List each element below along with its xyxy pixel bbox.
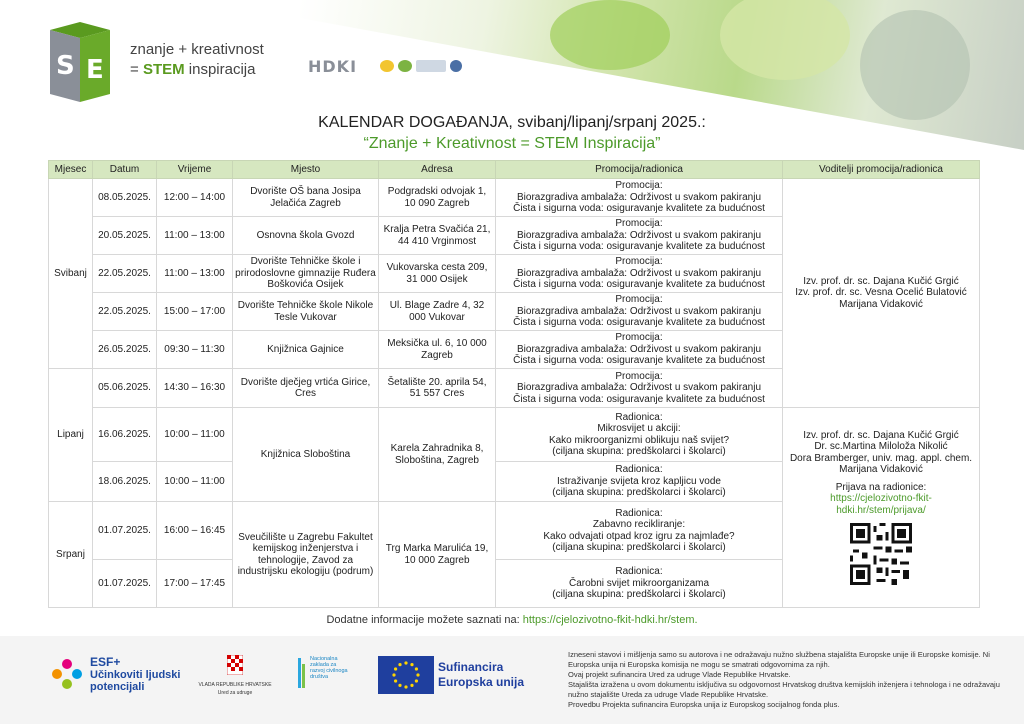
svg-text:E: E <box>86 55 104 85</box>
address-cell: Kralja Petra Svačića 21, 44 410 Vrginmost <box>379 217 496 255</box>
date-cell: 26.05.2025. <box>93 331 157 369</box>
place-cell: Dvorište Tehničke škole Nikole Tesle Vukovar <box>233 293 379 331</box>
time-cell: 10:00 – 11:00 <box>157 408 233 462</box>
eu-line1: Sufinancira <box>438 660 504 674</box>
signup-link[interactable]: https://cjelozivotno-fkit-hdki.hr/stem/prijava/ <box>830 493 932 517</box>
page-subtitle: “Znanje + Kreativnost = STEM Inspiracija” <box>363 135 661 152</box>
address-cell: Ul. Blage Zadre 4, 32 000 Vukovar <box>379 293 496 331</box>
brand-slogan <box>130 40 264 80</box>
leaders-promo-cell: Izv. prof. dr. sc. Dajana Kučić Grgić Izv. prof. dr. sc. Vesna Ocelić Bulatović Marijana Vidaković <box>783 179 980 408</box>
partner-logo-icon <box>398 60 412 72</box>
date-cell: 01.07.2025. <box>93 560 157 608</box>
time-cell: 12:00 – 14:00 <box>157 179 233 217</box>
header-place: Mjesto <box>233 161 379 179</box>
esf-logo <box>50 655 186 693</box>
leaders-workshop-list: Izv. prof. dr. sc. Dajana Kučić Grgić Dr. sc.Martina Miloloža Nikolić Dora Bramberger, univ. mag. appl. chem. Marijana Vidaković <box>789 429 973 476</box>
activity-cell: Radionica: Mikrosvijet u akciji: Kako mikroorganizmi oblikuju naš svijet? (ciljana skupina: predškolarci i školarci) <box>496 408 783 462</box>
time-cell: 11:00 – 13:00 <box>157 255 233 293</box>
time-cell: 14:30 – 16:30 <box>157 369 233 408</box>
place-cell: Knjižnica Sloboština <box>233 408 379 502</box>
place-cell: Osnovna škola Gvozd <box>233 217 379 255</box>
qr-code-icon[interactable] <box>850 523 912 585</box>
date-cell: 05.06.2025. <box>93 369 157 408</box>
header-month: Mjesec <box>49 161 93 179</box>
activity-cell: Promocija: Biorazgradiva ambalaža: Održivost u svakom pakiranju Čista i sigurna voda: osiguravanje kvalitete za budućnost <box>496 179 783 217</box>
croatia-coat-of-arms-icon <box>227 655 243 675</box>
eu-logo <box>378 656 524 694</box>
nz-mark-icon <box>297 656 307 690</box>
more-info-line <box>0 614 1024 626</box>
activity-cell: Promocija: Biorazgradiva ambalaža: Održivost u svakom pakiranju Čista i sigurna voda: osiguravanje kvalitete za budućnost <box>496 369 783 408</box>
date-cell: 22.05.2025. <box>93 293 157 331</box>
eu-flag-icon <box>378 656 434 694</box>
time-cell: 16:00 – 16:45 <box>157 502 233 560</box>
header-activity: Promocija/radionica <box>496 161 783 179</box>
time-cell: 09:30 – 11:30 <box>157 331 233 369</box>
hdki-logo <box>308 57 357 76</box>
leaders-workshop-cell <box>783 408 980 608</box>
header-leaders: Voditelji promocija/radionica <box>783 161 980 179</box>
partner-logo-icon <box>380 60 394 72</box>
place-cell: Dvorište OŠ bana Josipa Jelačića Zagreb <box>233 179 379 217</box>
date-cell: 08.05.2025. <box>93 179 157 217</box>
esf-title: ESF+ <box>90 655 121 669</box>
funding-disclaimer: Izneseni stavovi i mišljenja samo su autorova i ne odražavaju nužno službena stajališta Europske unije ili Europske komisije. Ni Europska unija ni Europska komisija ne mogu se smatrati odgovornima za njih. Ovaj projekt sufinancira Ured za udruge Vlade Republike Hrvatske. Stajališta izražena u ovom dokumentu isključiva su odgovornost Hrvatskog društva kemijskih inženjera i tehnologa i ne odražavaju nužno stajalište Ureda za udruge Vlade Republike Hrvatske. Provedbu Projekta sufinancira Europska unija iz Europskog socijalnog fonda plus. <box>568 650 1000 709</box>
month-cell: Svibanj <box>49 179 93 369</box>
brand-line2: = STEM inspiracija <box>130 61 256 78</box>
activity-cell: Radionica: Zabavno recikliranje: Kako odvajati otpad kroz igru za najmlađe? (ciljana skupina: predškolarci i školarci) <box>496 502 783 560</box>
time-cell: 11:00 – 13:00 <box>157 217 233 255</box>
address-cell: Vukovarska cesta 209, 31 000 Osijek <box>379 255 496 293</box>
time-cell: 10:00 – 11:00 <box>157 462 233 502</box>
esf-subtitle: Učinkoviti ljudski potencijali <box>90 669 181 693</box>
government-logo <box>195 655 275 696</box>
address-cell: Meksička ul. 6, 10 000 Zagreb <box>379 331 496 369</box>
place-cell: Sveučilište u Zagrebu Fakultet kemijskog inženjerstva i tehnologije, Zavod za industrijsku ekologiju (podrum) <box>233 502 379 608</box>
address-cell: Šetalište 20. aprila 54, 51 557 Cres <box>379 369 496 408</box>
nz-logo <box>297 656 350 690</box>
date-cell: 22.05.2025. <box>93 255 157 293</box>
place-cell: Dvorište Tehničke škole i prirodoslovne gimnazije Ruđera Boškovića Osijek <box>233 255 379 293</box>
eu-line2: Europska unija <box>438 675 525 689</box>
page-title: KALENDAR DOGAĐANJA, svibanj/lipanj/srpanj 2025.: <box>318 114 706 131</box>
activity-cell: Promocija: Biorazgradiva ambalaža: Održivost u svakom pakiranju Čista i sigurna voda: osiguravanje kvalitete za budućnost <box>496 331 783 369</box>
address-cell: Trg Marka Marulića 19, 10 000 Zagreb <box>379 502 496 608</box>
partner-logo-icon <box>416 60 446 72</box>
more-info-text: Dodatne informacije možete saznati na: <box>326 614 523 626</box>
nz-name: Nacionalna zaklada za razvoj civilnoga društva <box>310 656 348 680</box>
place-cell: Knjižnica Gajnice <box>233 331 379 369</box>
time-cell: 17:00 – 17:45 <box>157 560 233 608</box>
address-cell: Karela Zahradnika 8, Sloboština, Zagreb <box>379 408 496 502</box>
date-cell: 18.06.2025. <box>93 462 157 502</box>
table-row <box>49 179 980 217</box>
stem-logo-icon <box>40 22 120 104</box>
header-time: Vrijeme <box>157 161 233 179</box>
activity-cell: Radionica: Čarobni svijet mikroorganizama (ciljana skupina: predškolarci i školarci) <box>496 560 783 608</box>
signup-label: Prijava na radionice: <box>835 481 927 493</box>
place-cell: Dvorište dječjeg vrtića Girice, Cres <box>233 369 379 408</box>
month-cell: Srpanj <box>49 502 93 608</box>
esf-people-icon <box>50 657 84 691</box>
brand-line1: znanje + kreativnost <box>130 41 264 58</box>
header-address: Adresa <box>379 161 496 179</box>
more-info-link[interactable]: https://cjelozivotno-fkit-hdki.hr/stem. <box>522 614 698 626</box>
svg-text:S: S <box>56 51 75 81</box>
time-cell: 15:00 – 17:00 <box>157 293 233 331</box>
date-cell: 16.06.2025. <box>93 408 157 462</box>
government-office: Ured za udruge <box>217 690 253 696</box>
month-cell: Lipanj <box>49 369 93 502</box>
hdki-mark: HDKI <box>308 57 358 76</box>
activity-cell: Promocija: Biorazgradiva ambalaža: Održivost u svakom pakiranju Čista i sigurna voda: osiguravanje kvalitete za budućnost <box>496 217 783 255</box>
activity-cell: Radionica: Istraživanje svijeta kroz kapljicu vode (ciljana skupina: predškolarci i školarci) <box>496 462 783 502</box>
header-date: Datum <box>93 161 157 179</box>
table-header-row <box>49 161 980 179</box>
date-cell: 20.05.2025. <box>93 217 157 255</box>
government-name: VLADA REPUBLIKE HRVATSKE <box>198 682 272 688</box>
date-cell: 01.07.2025. <box>93 502 157 560</box>
address-cell: Podgradski odvojak 1, 10 090 Zagreb <box>379 179 496 217</box>
activity-cell: Promocija: Biorazgradiva ambalaža: Održivost u svakom pakiranju Čista i sigurna voda: osiguravanje kvalitete za budućnost <box>496 293 783 331</box>
activity-cell: Promocija: Biorazgradiva ambalaža: Održivost u svakom pakiranju Čista i sigurna voda: osiguravanje kvalitete za budućnost <box>496 255 783 293</box>
event-calendar-table <box>48 160 980 608</box>
partner-logos <box>380 60 462 72</box>
table-row <box>49 408 980 462</box>
partner-logo-icon <box>450 60 462 72</box>
